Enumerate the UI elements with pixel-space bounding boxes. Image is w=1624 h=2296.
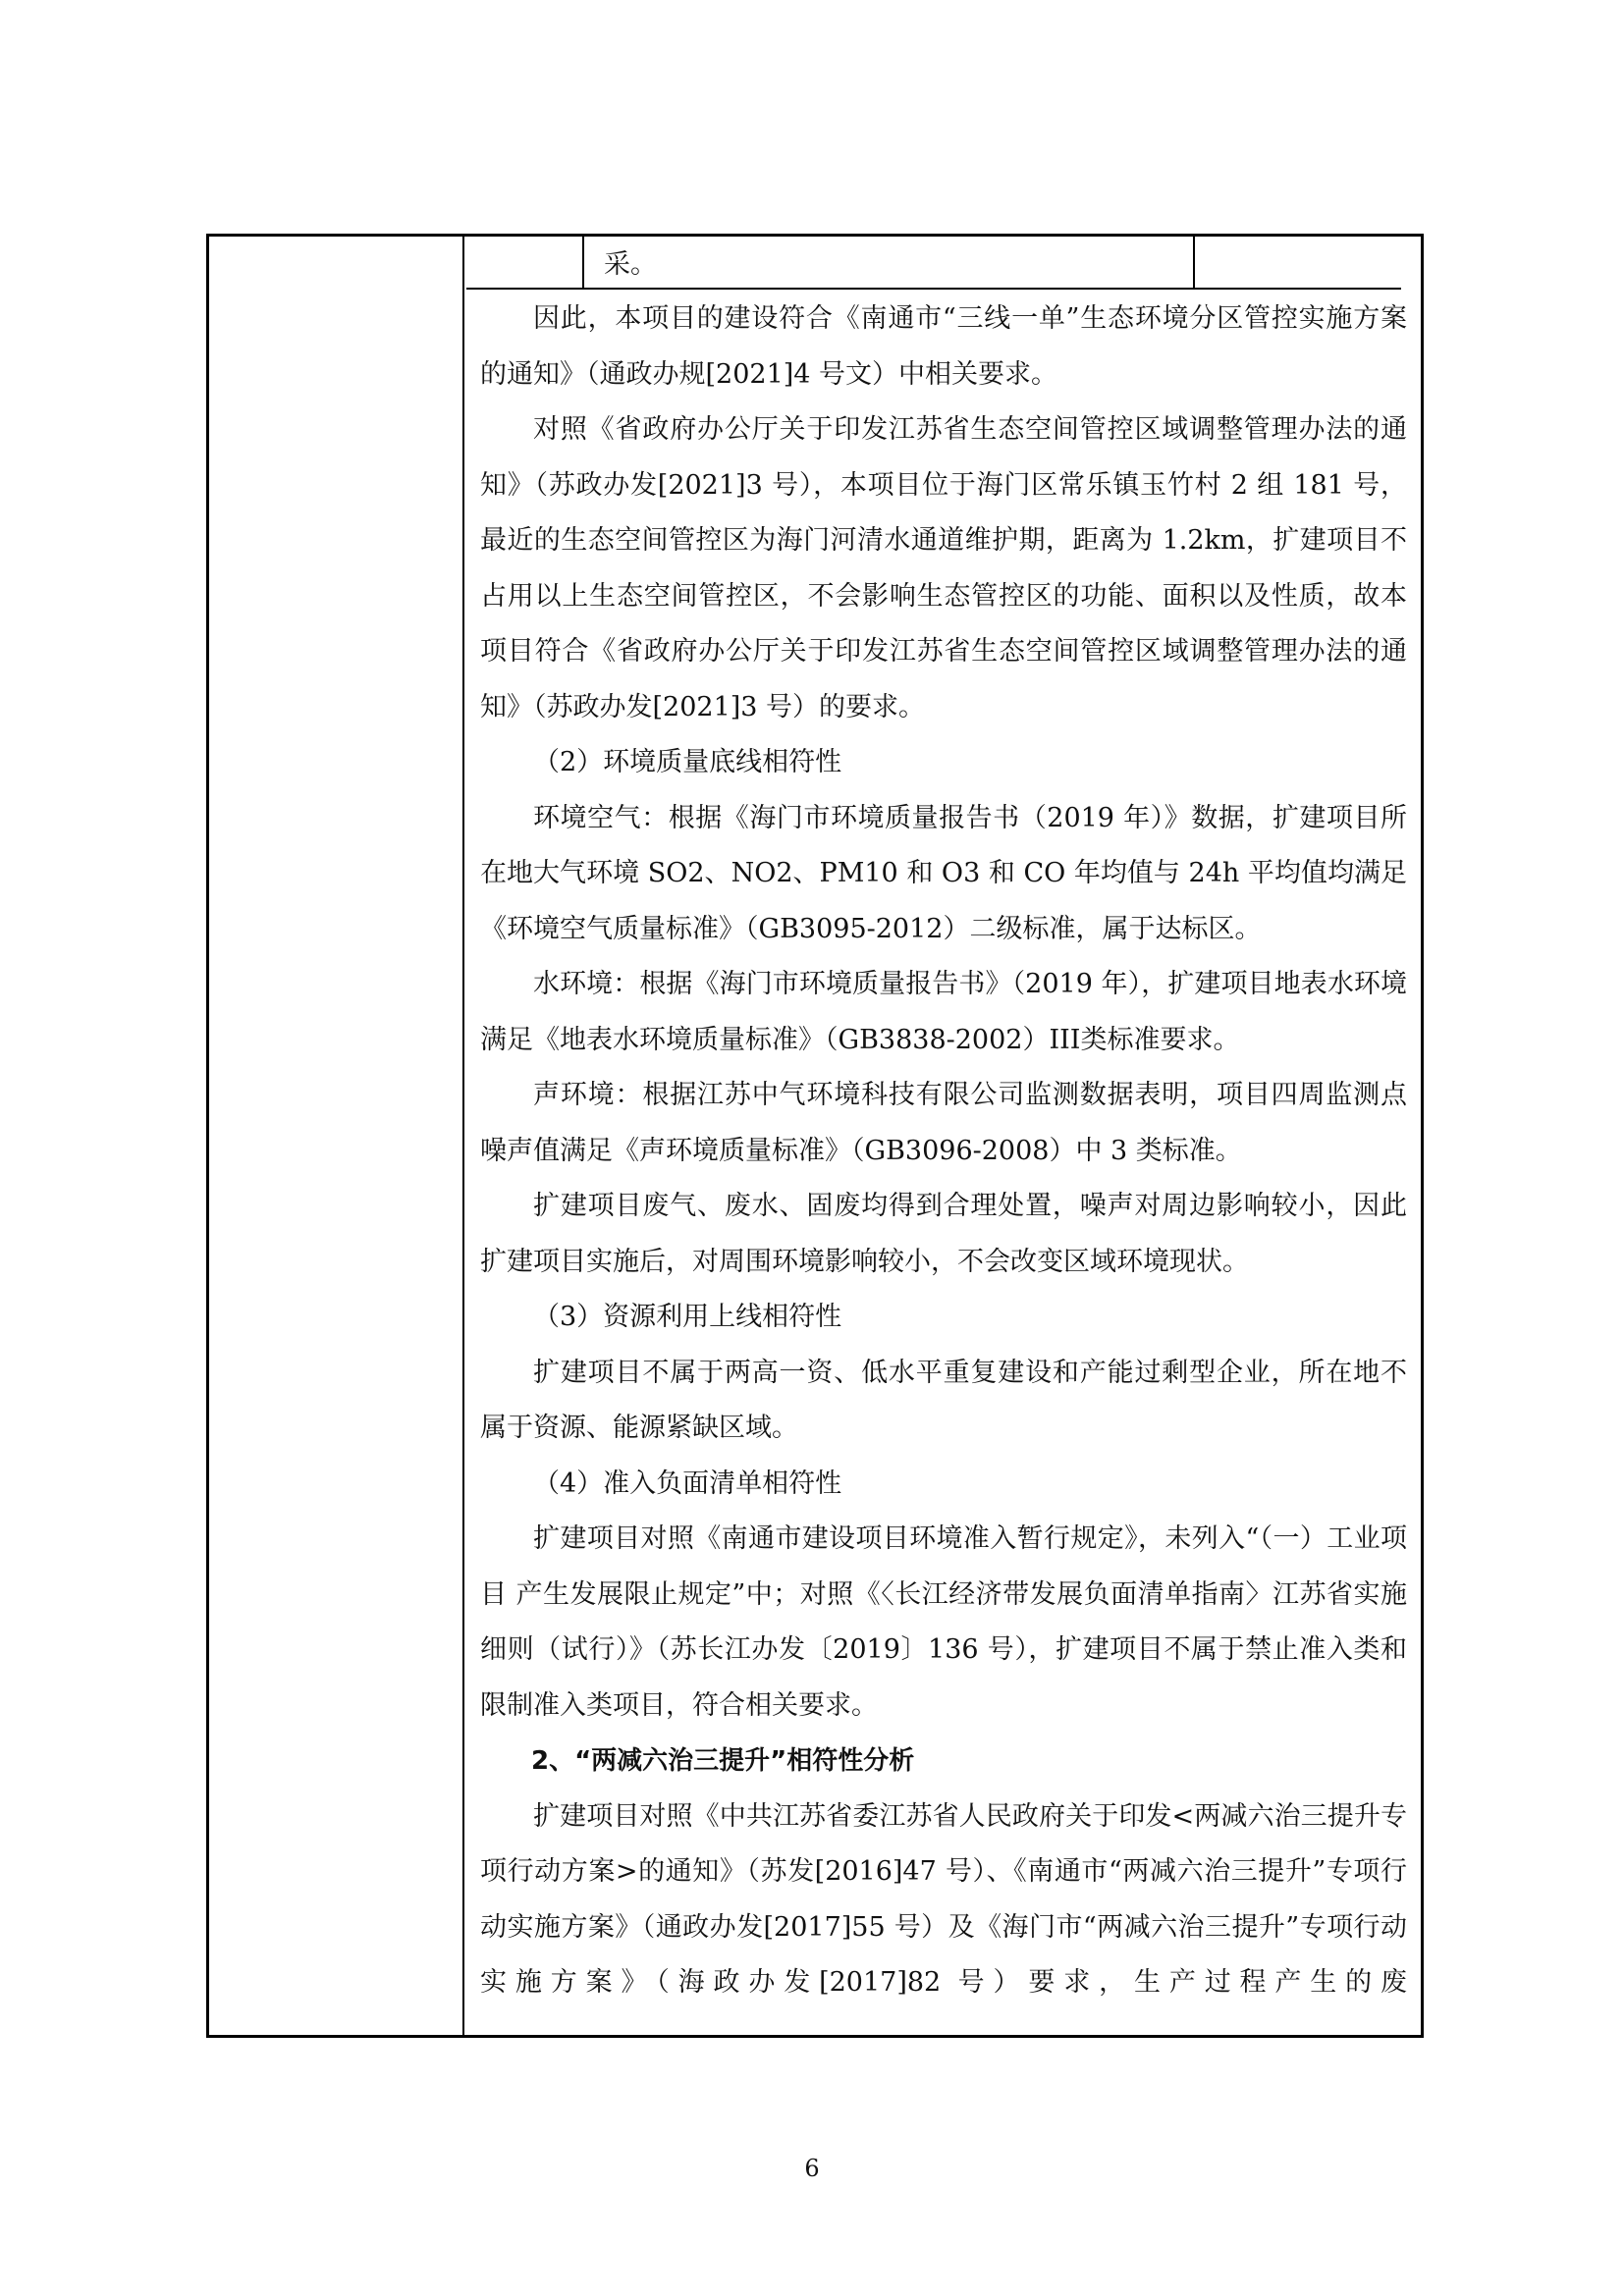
paragraph: 扩建项目对照《南通市建设项目环境准入暂行规定》，未列入“（一）工业项目 产生发展限止规定”中；对照《〈长江经济带发展负面清单指南〉江苏省实施细则（试行）》（苏长江办发〔2019〕136 号），扩建项目不属于禁止准入类和限制准入类项目，符合相关要求。: [480, 1523, 1407, 1721]
document-table: [206, 234, 1424, 2038]
inner-table-cell-label: 采。: [604, 249, 657, 280]
section-subheading: （4）准入负面清单相符性: [533, 1468, 842, 1499]
section-heading: 2、“两减六治三提升”相符性分析: [531, 1746, 915, 1776]
page-number: 6: [804, 2155, 820, 2182]
inner-table-row: [466, 237, 1401, 290]
paragraph: 扩建项目不属于两高一资、低水平重复建设和产能过剩型企业，所在地不属于资源、能源紧缺区域。: [480, 1357, 1407, 1443]
paragraph: 环境空气：根据《海门市环境质量报告书（2019 年）》数据，扩建项目所在地大气环境 SO2、NO2、PM10 和 O3 和 CO 年均值与 24h 平均值均满足《环境空气质量标准》（GB3095-2012）二级标准，属于达标区。: [480, 802, 1407, 944]
paragraph: 扩建项目废气、废水、固废均得到合理处置，噪声对周边影响较小，因此扩建项目实施后，对周围环境影响较小，不会改变区域环境现状。: [480, 1191, 1407, 1277]
inner-table-cell-empty: [466, 237, 584, 288]
paragraph: 水环境：根据《海门市环境质量报告书》（2019 年），扩建项目地表水环境满足《地表水环境质量标准》（GB3838-2002）III类标准要求。: [480, 969, 1407, 1055]
section-subheading: （2）环境质量底线相符性: [533, 747, 842, 777]
inner-table-cell-text: [584, 237, 1195, 288]
paragraph: 因此，本项目的建设符合《南通市“三线一单”生态环境分区管控实施方案的通知》（通政办规[2021]4 号文）中相关要求。: [480, 303, 1407, 390]
body-text: [480, 292, 1407, 2011]
table-content-cell: [466, 237, 1421, 2035]
table-left-column: [209, 237, 464, 2035]
paragraph: 扩建项目对照《中共江苏省委江苏省人民政府关于印发<两减六治三提升专项行动方案>的通知》（苏发[2016]47 号）、《南通市“两减六治三提升”专项行动实施方案》（通政办发[2017]55 号）及《海门市“两减六治三提升”专项行动实施方案》（海政办发[2017]82 号）要求，生产过程产生的废: [480, 1800, 1407, 1998]
section-subheading: （3）资源利用上线相符性: [533, 1302, 842, 1332]
paragraph: 声环境：根据江苏中气环境科技有限公司监测数据表明，项目四周监测点噪声值满足《声环境质量标准》（GB3096-2008）中 3 类标准。: [480, 1080, 1407, 1166]
paragraph: 对照《省政府办公厅关于印发江苏省生态空间管控区域调整管理办法的通知》（苏政办发[2021]3 号），本项目位于海门区常乐镇玉竹村 2 组 181 号，最近的生态空间管控区为海门河清水通道维护期，距离为 1.2km，扩建项目不占用以上生态空间管控区，不会影响生态管控区的功能、面积以及性质，故本项目符合《省政府办公厅关于印发江苏省生态空间管控区域调整管理办法的通知》（苏政办发[2021]3 号）的要求。: [480, 414, 1407, 722]
